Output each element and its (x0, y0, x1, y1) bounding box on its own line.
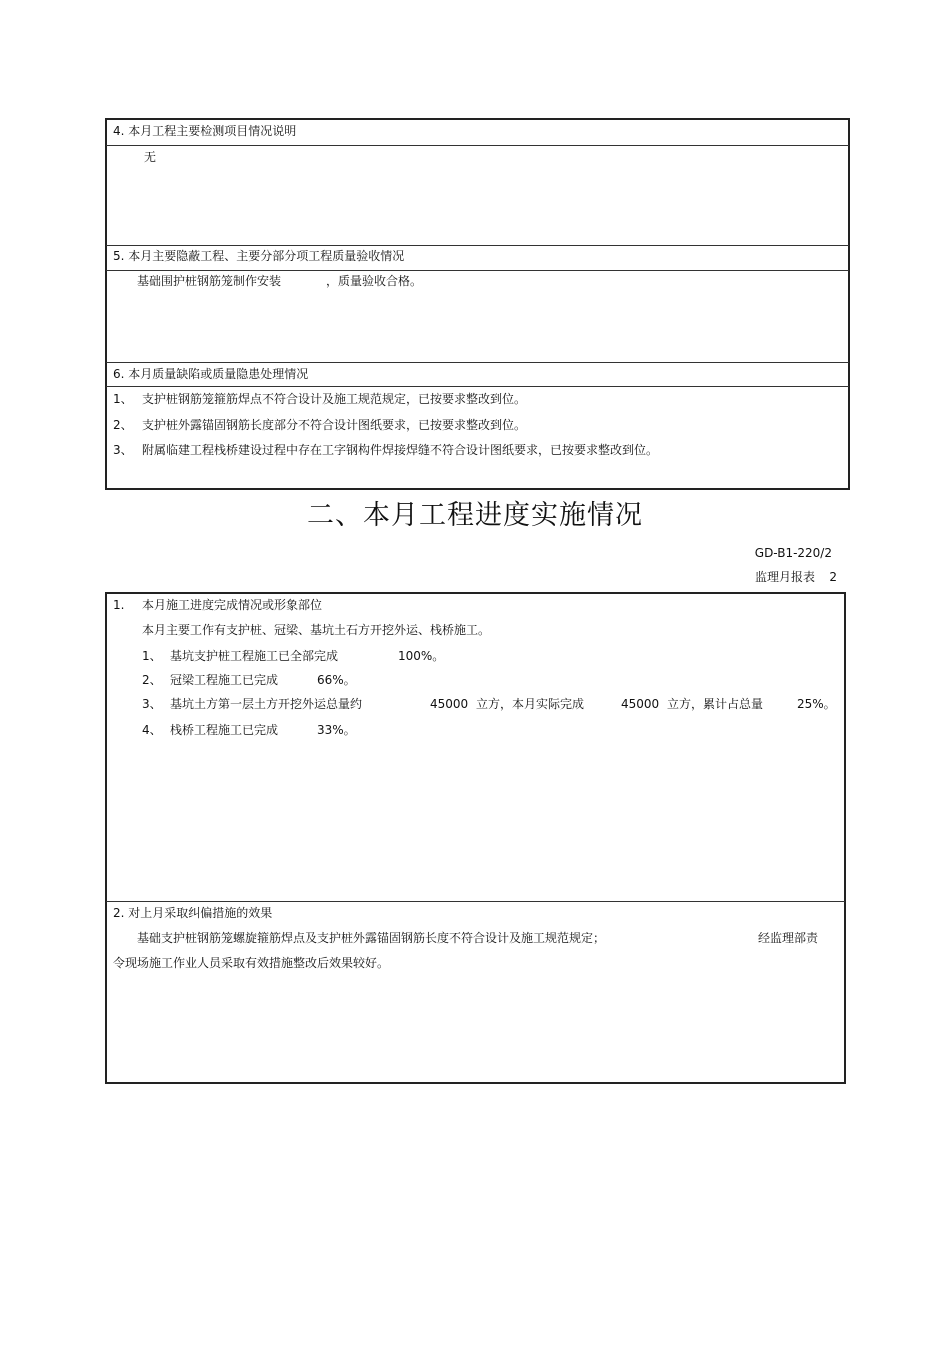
section6-item-num: 1、 (113, 392, 133, 406)
section6-item-num: 2、 (113, 418, 133, 432)
section6-item-text: 附属临建工程栈桥建设过程中存在工字钢构件焊接焊缝不符合设计图纸要求，已按要求整改到位。 (142, 443, 659, 457)
section4-heading: 4. 本月工程主要检测项目情况说明 (113, 124, 297, 138)
section6-item-num: 3、 (113, 443, 133, 457)
divider (106, 270, 849, 271)
progress-item-num: 2、 (142, 673, 162, 687)
divider (106, 245, 849, 246)
section5-heading: 5. 本月主要隐蔽工程、主要分部分项工程质量验收情况 (113, 249, 405, 263)
progress-item-text: 基坑支护桩工程施工已全部完成 (170, 649, 339, 663)
progress-item-value: 45000 (621, 697, 660, 711)
section4-content: 无 (144, 150, 157, 164)
progress-intro: 本月主要工作有支护桩、冠梁、基坑土石方开挖外运、栈桥施工。 (142, 623, 491, 637)
progress-table (105, 592, 846, 1084)
section5-item-name: 基础围护桩钢筋笼制作安装 (137, 274, 282, 288)
divider (106, 362, 849, 363)
divider (106, 386, 849, 387)
progress-item-value: 33%。 (317, 723, 356, 737)
progress-item-num: 1、 (142, 649, 162, 663)
progress-item-value: 25%。 (797, 697, 836, 711)
quality-table (105, 118, 850, 490)
progress-item-text: 栈桥工程施工已完成 (170, 723, 279, 737)
part2-title: 二、本月工程进度实施情况 (307, 500, 643, 531)
progress-heading-num: 1. (113, 598, 125, 612)
divider (106, 901, 845, 902)
form-name: 监理月报表 (754, 570, 815, 584)
progress-item-text: 基坑土方第一层土方开挖外运总量约 (170, 697, 363, 711)
progress-item-value: 100%。 (398, 649, 445, 663)
corrective-line2: 令现场施工作业人员采取有效措施整改后效果较好。 (113, 956, 390, 970)
section6-item-text: 支护桩钢筋笼箍筋焊点不符合设计及施工规范规定，已按要求整改到位。 (142, 392, 527, 406)
form-code: GD-B1-220/2 (754, 546, 832, 560)
progress-item-text: 冠梁工程施工已完成 (170, 673, 279, 687)
section5-item-result: ，质量验收合格。 (326, 274, 423, 288)
section6-heading: 6. 本月质量缺陷或质量隐患处理情况 (113, 367, 309, 381)
divider (106, 145, 849, 146)
section6-item-text: 支护桩外露锚固钢筋长度部分不符合设计图纸要求，已按要求整改到位。 (142, 418, 527, 432)
progress-heading: 本月施工进度完成情况或形象部位 (142, 598, 323, 612)
progress-item-text: 立方，本月实际完成 (476, 697, 585, 711)
progress-item-value: 66%。 (317, 673, 356, 687)
progress-item-num: 4、 (142, 723, 162, 737)
corrective-line1: 基础支护桩钢筋笼螺旋箍筋焊点及支护桩外露锚固钢筋长度不符合设计及施工规范规定； (137, 931, 606, 945)
progress-item-value: 45000 (430, 697, 469, 711)
corrective-line1-tail: 经监理部责 (758, 931, 819, 945)
progress-item-num: 3、 (142, 697, 162, 711)
progress-item-text: 立方，累计占总量 (667, 697, 764, 711)
form-number: 2 (829, 570, 837, 584)
corrective-heading: 2. 对上月采取纠偏措施的效果 (113, 906, 273, 920)
